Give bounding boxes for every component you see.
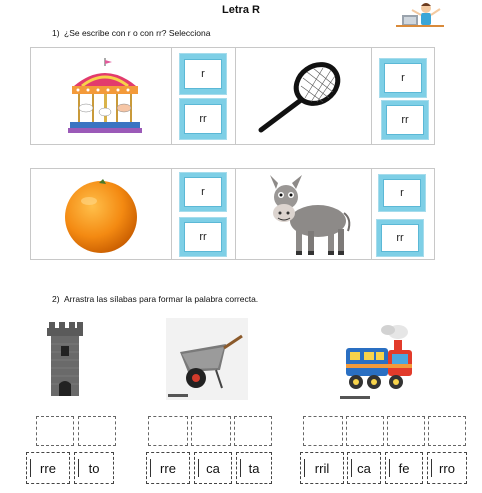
drop-slot[interactable] (36, 416, 74, 446)
option-r-carousel[interactable] (179, 53, 227, 95)
option-label: rr (386, 105, 424, 134)
option-label: r (383, 179, 421, 207)
page-title: Letra R (222, 4, 260, 16)
question-1-text: ¿Se escribe con r o con rr? Selecciona (64, 28, 211, 38)
option-label: rr (184, 104, 222, 135)
syllable-tile[interactable]: ca (347, 452, 381, 484)
option-r-orange[interactable] (179, 172, 227, 212)
question-2-text: Arrastra las sílabas para formar la palabra correcta. (64, 294, 259, 304)
donkey-image (256, 173, 356, 257)
exercise-row-2 (30, 168, 435, 260)
option-label: r (184, 177, 222, 206)
carousel-image (66, 56, 144, 138)
syllable-tile[interactable]: rril (300, 452, 344, 484)
option-r-racket[interactable] (379, 58, 427, 98)
drop-slot[interactable] (234, 416, 272, 446)
syllable-tile[interactable]: ca (194, 452, 232, 484)
option-rr-donkey[interactable] (376, 219, 424, 257)
question-1-number: 1) (52, 28, 60, 38)
tower-image (45, 320, 85, 398)
option-label: r (184, 59, 222, 90)
train-image (340, 320, 422, 402)
syllable-tile[interactable]: rre (26, 452, 70, 484)
exercise-row-1 (30, 47, 435, 145)
drop-slot[interactable] (303, 416, 343, 446)
option-rr-carousel[interactable] (179, 98, 227, 140)
drop-slot[interactable] (191, 416, 231, 446)
drop-slot[interactable] (148, 416, 188, 446)
option-r-donkey[interactable] (378, 174, 426, 212)
drop-slot[interactable] (346, 416, 384, 446)
syllable-tile[interactable]: rro (427, 452, 467, 484)
syllable-tile[interactable]: to (74, 452, 114, 484)
option-rr-orange[interactable] (179, 217, 227, 257)
wheelbarrow-image (166, 318, 248, 400)
orange-image (61, 175, 141, 255)
tennis-racket-image (251, 58, 351, 136)
syllable-tile[interactable]: rre (146, 452, 190, 484)
question-2-number: 2) (52, 294, 60, 304)
kid-laptop-illustration (390, 0, 450, 34)
option-label: rr (184, 222, 222, 251)
option-label: rr (381, 224, 419, 252)
option-label: r (384, 63, 422, 92)
drop-slot[interactable] (387, 416, 425, 446)
syllable-tile[interactable]: fe (385, 452, 423, 484)
drop-slot[interactable] (428, 416, 466, 446)
syllable-tile[interactable]: ta (236, 452, 272, 484)
drop-slot[interactable] (78, 416, 116, 446)
option-rr-racket[interactable] (381, 100, 429, 140)
